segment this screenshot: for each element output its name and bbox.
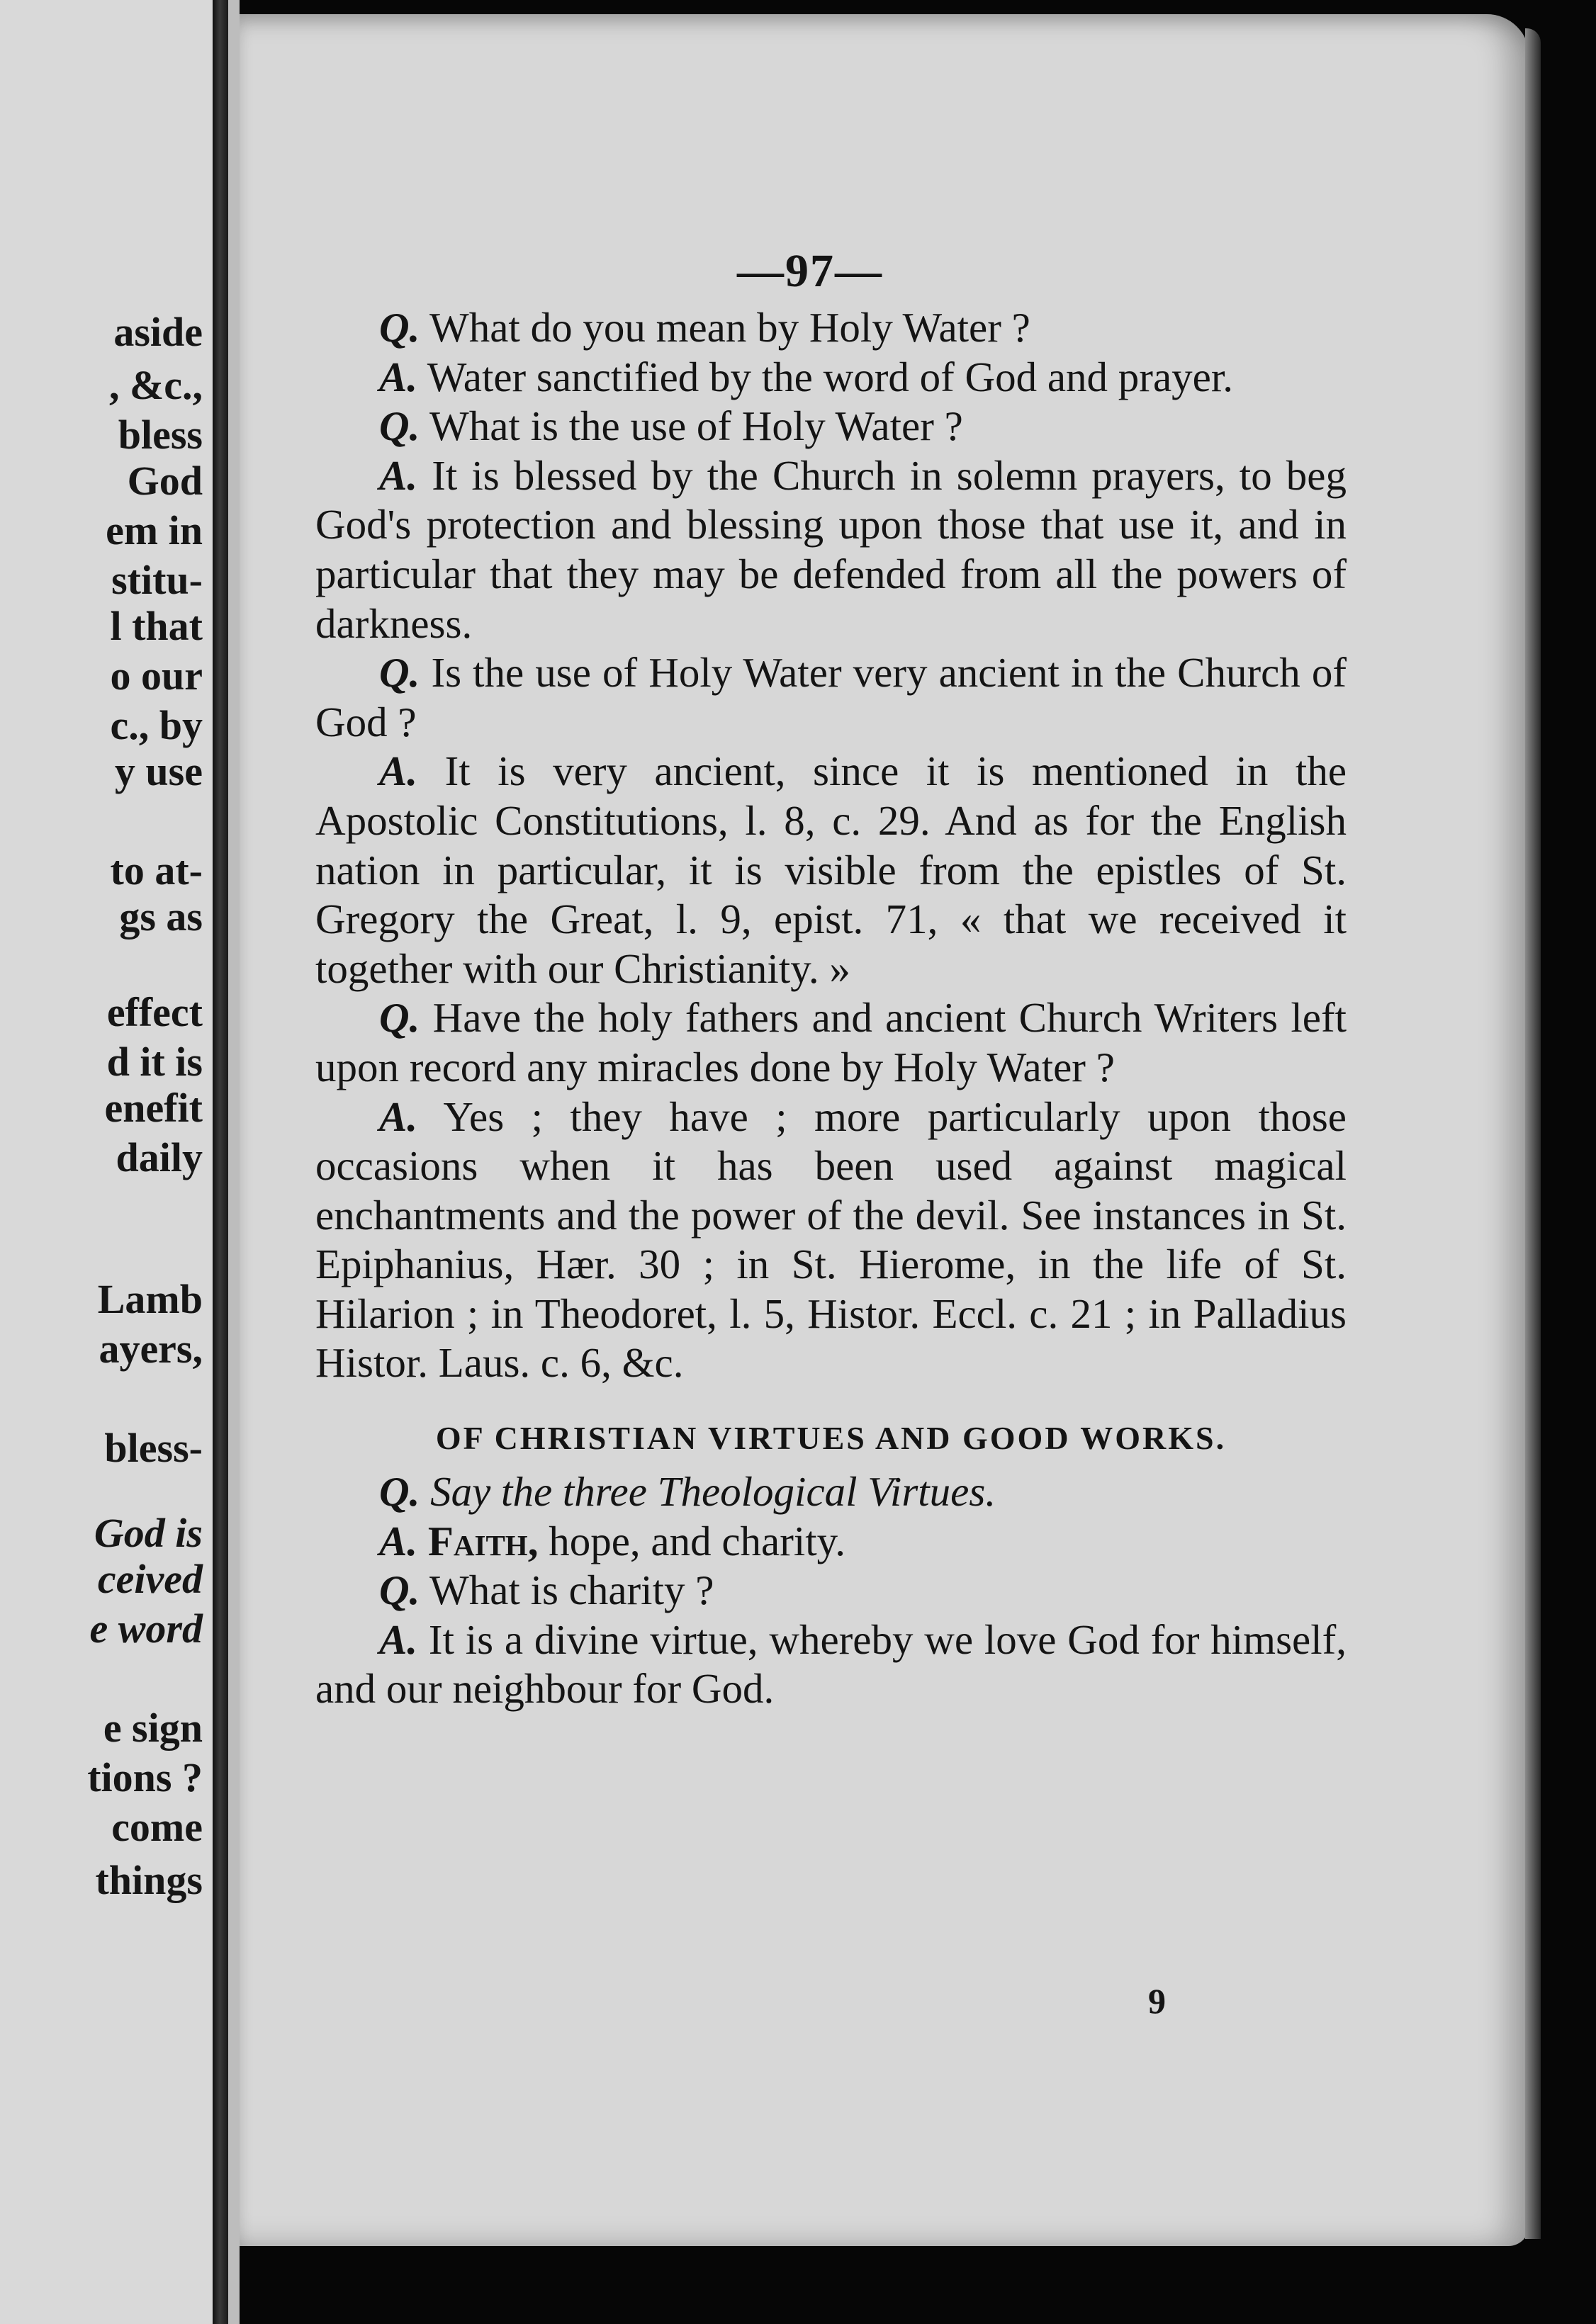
left-page-text-fragment: come [111,1804,203,1850]
paragraph-text: What is the use of Holy Water ? [429,402,963,450]
left-page-text-fragment: ayers, [99,1326,203,1372]
question-paragraph [315,993,1347,1092]
question-label: Q. [379,1468,420,1516]
answer-paragraph [315,747,1347,993]
question-paragraph [315,1467,1347,1517]
paragraph-text: It is very ancient, since it is mentioned in the Apostolic Constitutions, l. 8, c. 29. And as for the English nation in particular, it is visible from the epistles of St. Gregory the Great, l. 9, epist. 71, « that we received it together with our Christianity. » [315,748,1347,992]
left-page-text-fragment: em in [106,507,203,553]
signature-mark: 9 [1148,1981,1166,2021]
answer-label: A. [379,353,418,400]
page-body [315,303,1347,1714]
answer-label: A. [379,1093,418,1140]
paragraph-text: What do you mean by Holy Water ? [429,304,1030,351]
book-spine [213,0,228,2324]
left-page-text-fragment: e sign [103,1705,203,1751]
left-page-text-fragment: stitu- [111,557,203,603]
left-page-text-fragment: gs as [119,893,203,940]
answer-paragraph [315,353,1347,402]
previous-page-fragment [0,0,213,2324]
paragraph-text: hope, and charity. [549,1517,846,1564]
left-page-text-fragment: c., by [110,702,203,748]
paragraph-text: Water sanctified by the word of God and prayer. [427,353,1233,400]
question-paragraph [315,1566,1347,1615]
left-page-text-fragment: aside [113,309,203,355]
answer-paragraph [315,451,1347,648]
paragraph-text: What is charity ? [429,1567,714,1614]
paragraph-text: It is blessed by the Church in solemn prayers, to beg God's protection and blessing upon those that use it, and in particular that they may be defended from all the powers of darkness. [315,451,1347,647]
paragraph-text: Say the three Theological Virtues. [430,1468,996,1516]
left-page-text-fragment: bless- [104,1425,203,1471]
paragraph-text: Yes ; they have ; more particularly upon those occasions when it has been used against magical enchantments and the power of the devil. See instances in St. Epiphanius, Hær. 30 ; in St. Hierome, in the life of St. Hilarion ; in Theodoret, l. 5, Histor. Eccl. c. 21 ; in Palladius Histor. Laus. c. 6, &c. [315,1093,1347,1387]
left-page-text-fragment: y use [114,748,203,794]
question-label: Q. [379,1567,420,1614]
question-label: Q. [379,304,420,351]
left-page-text-fragment: Lamb [97,1276,203,1322]
paragraph-text: It is a divine virtue, whereby we love God for himself, and our neighbour for God. [315,1615,1347,1713]
question-label: Q. [379,402,420,450]
page-number: —97— [737,245,883,297]
left-page-text-fragment: o our [110,653,203,699]
answer-label: A. [379,1615,418,1663]
left-page-text-fragment: tions ? [87,1754,203,1800]
left-page-text-fragment: d it is [106,1039,203,1085]
question-paragraph [315,303,1347,353]
answer-paragraph [315,1615,1347,1714]
question-label: Q. [379,649,420,696]
answer-label: A. [379,748,418,795]
left-page-text-fragment: effect [106,989,203,1035]
left-page-text-fragment: , &c., [108,362,203,408]
left-page-text-fragment: bless [118,412,203,458]
left-page-text-fragment: e word [89,1606,203,1652]
answer-paragraph [315,1517,1347,1567]
left-page-text-fragment: l that [110,603,203,649]
left-page-text-fragment: things [95,1857,203,1903]
left-page-text-fragment: God is [94,1510,203,1556]
page-edge [1525,28,1541,2239]
left-page-text-fragment: God [127,458,203,504]
small-caps-word: Faith, [427,1517,539,1564]
paragraph-text: Is the use of Holy Water very ancient in the Church of God ? [315,649,1347,745]
answer-paragraph [315,1093,1347,1389]
answer-label: A. [379,451,418,499]
question-paragraph [315,648,1347,747]
question-label: Q. [379,994,420,1042]
page-gutter [228,0,240,2324]
question-paragraph [315,402,1347,451]
left-page-text-fragment: enefit [104,1085,203,1131]
left-page-text-fragment: daily [116,1134,203,1180]
paragraph-text: Have the holy fathers and ancient Church Writers left upon record any miracles done by Holy Water ? [315,994,1347,1090]
section-heading: OF CHRISTIAN VIRTUES AND GOOD WORKS. [435,1420,1227,1457]
answer-label: A. [379,1517,418,1564]
left-page-text-fragment: ceived [97,1556,203,1602]
left-page-text-fragment: to at- [110,847,203,893]
